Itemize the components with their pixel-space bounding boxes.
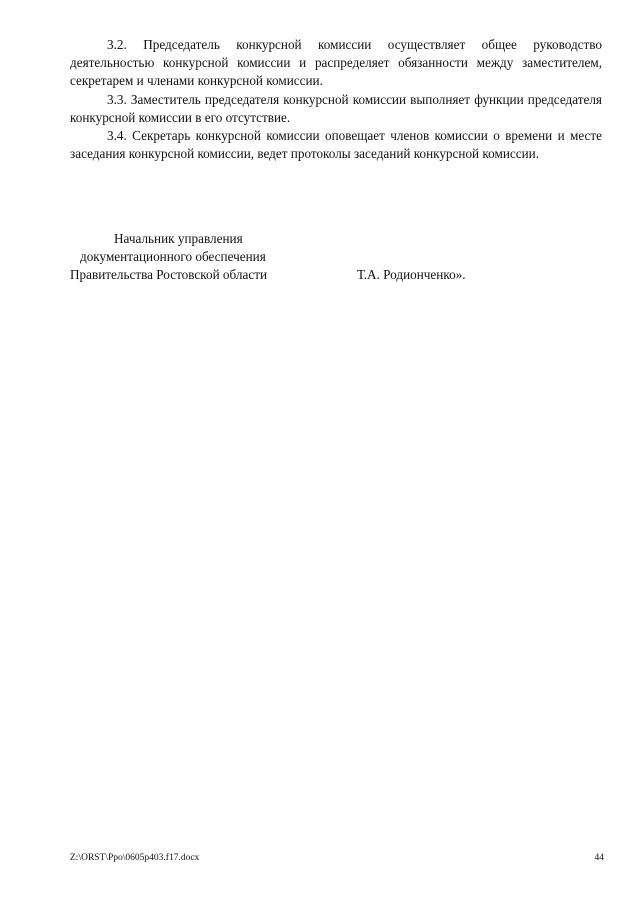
signatory-name: Т.А. Родионченко». <box>357 267 466 282</box>
document-body <box>70 36 602 163</box>
paragraph-3-2: 3.2. Председатель конкурсной комиссии осуществляет общее руководство деятельностью конкурсной комиссии и распределяет обязанности между заместителем, секретарем и членами конкурсной комиссии. <box>70 37 602 89</box>
footer-page-number: 44 <box>594 853 604 863</box>
footer-file-path: Z:\ORST\Ppo\0605p403.f17.docx <box>70 853 200 863</box>
signatory-title-line-1: Начальник управления <box>114 231 243 246</box>
signatory-title-line-2: документационного обеспечения <box>80 249 266 264</box>
signatory-title-line-3: Правительства Ростовской области <box>70 267 268 282</box>
paragraph-3-3: 3.3. Заместитель председателя конкурсной комиссии выполняет функции председателя конкурсной комиссии в его отсутствие. <box>70 91 602 125</box>
paragraph-3-4: 3.4. Секретарь конкурсной комиссии оповещает членов комиссии о времени и месте заседания конкурсной комиссии, ведет протоколы заседаний конкурсной комиссии. <box>70 128 602 162</box>
